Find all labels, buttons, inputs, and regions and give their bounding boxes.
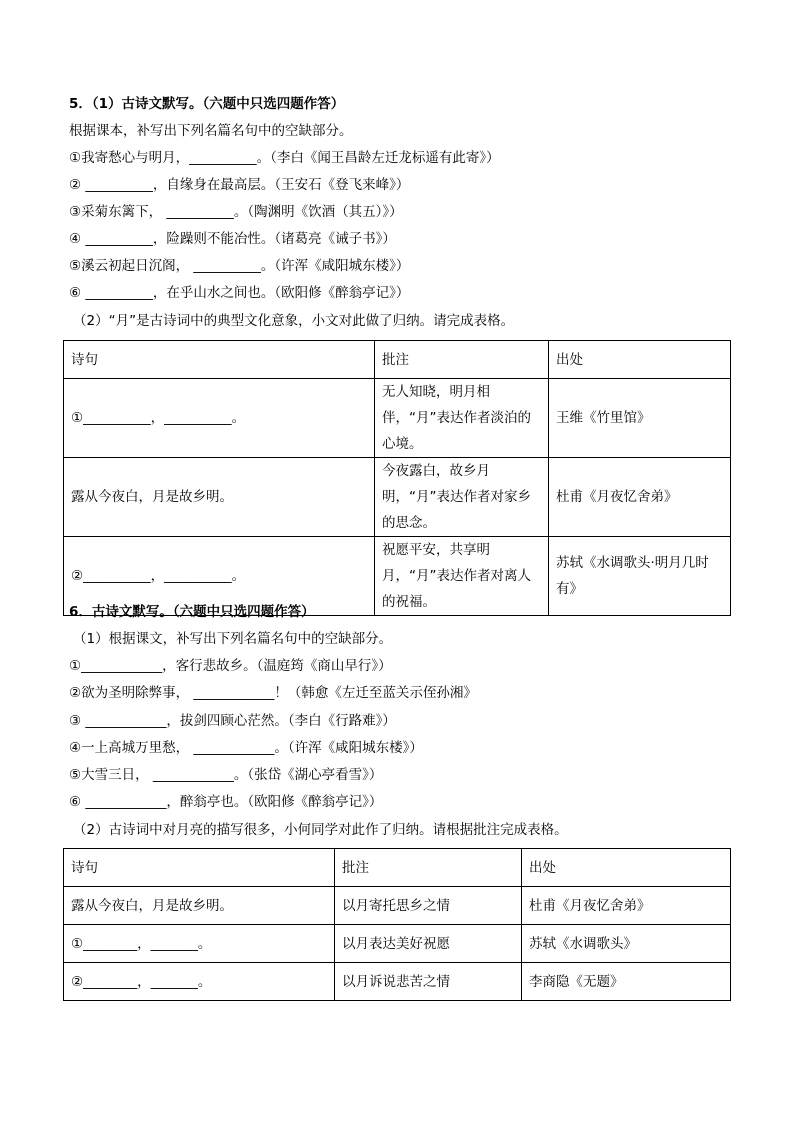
source-cell: 王维《竹里馆》 <box>549 379 731 458</box>
q6-line-2: ②欲为圣明除弊事， ____________！（韩愈《左迁至蓝关示侄孙湘》 <box>69 685 477 701</box>
poem-cell: 露从今夜白，月是故乡明。 <box>64 887 335 925</box>
q5-line-6: ⑥ __________，在乎山水之间也。（欧阳修《醉翁亭记》） <box>69 285 410 301</box>
poem-cell: ②__________，__________。 <box>64 537 375 616</box>
q6-line-1: ①____________，客行悲故乡。（温庭筠《商山早行》） <box>69 658 392 674</box>
q6-line-6: ⑥ ____________，醉翁亭也。（欧阳修《醉翁亭记》） <box>69 794 383 810</box>
header-note: 批注 <box>375 341 549 379</box>
q5-line-1: ①我寄愁心与明月，__________。（李白《闻王昌龄左迁龙标遥有此寄》） <box>69 150 500 166</box>
table-row <box>64 379 731 458</box>
q5-line-2: ② __________，自缘身在最高层。（王安石《登飞来峰》） <box>69 177 410 193</box>
poem-cell: ②________，_______。 <box>64 963 335 1001</box>
header-poem: 诗句 <box>64 849 335 887</box>
table-row <box>64 458 731 537</box>
q6-line-3: ③ ____________，拔剑四顾心茫然。（李白《行路难》） <box>69 713 396 729</box>
source-cell: 李商隐《无题》 <box>522 963 731 1001</box>
note-cell: 祝愿平安，共享明月，“月”表达作者对离人的祝福。 <box>375 537 549 616</box>
q5-intro: 根据课本，补写出下列名篇名句中的空缺部分。 <box>69 123 353 139</box>
q5-table <box>63 340 731 616</box>
source-cell: 苏轼《水调歌头》 <box>522 925 731 963</box>
q5-part2: （2）“月”是古诗词中的典型文化意象，小文对此做了归纳。请完成表格。 <box>73 313 515 329</box>
q6-line-5: ⑤大雪三日， ____________。（张岱《湖心亭看雪》） <box>69 767 383 783</box>
table-header-row <box>64 849 731 887</box>
note-cell: 以月表达美好祝愿 <box>335 925 522 963</box>
header-source: 出处 <box>522 849 731 887</box>
header-poem: 诗句 <box>64 341 375 379</box>
q5-heading: 5．（1）古诗文默写。（六题中只选四题作答） <box>69 96 345 112</box>
table-row <box>64 925 731 963</box>
table-row <box>64 963 731 1001</box>
q5-line-4: ④ __________，险躁则不能冶性。（诸葛亮《诫子书》） <box>69 231 396 247</box>
q6-heading: 6．古诗文默写。（六题中只选四题作答） <box>69 604 315 620</box>
note-cell: 无人知晓，明月相伴，“月”表达作者淡泊的心境。 <box>375 379 549 458</box>
note-cell: 以月诉说悲苦之情 <box>335 963 522 1001</box>
note-cell: 以月寄托思乡之情 <box>335 887 522 925</box>
q5-line-5: ⑤溪云初起日沉阁， __________。（许浑《咸阳城东楼》） <box>69 258 410 274</box>
q6-line-4: ④一上高城万里愁， ____________。（许浑《咸阳城东楼》） <box>69 740 423 756</box>
poem-cell: ①__________，__________。 <box>64 379 375 458</box>
q6-intro: （1）根据课文，补写出下列名篇名句中的空缺部分。 <box>73 631 393 647</box>
table-row <box>64 887 731 925</box>
poem-cell: 露从今夜白，月是故乡明。 <box>64 458 375 537</box>
poem-cell: ①________，_______。 <box>64 925 335 963</box>
table-header-row <box>64 341 731 379</box>
q6-table <box>63 848 731 1001</box>
header-note: 批注 <box>335 849 522 887</box>
q5-line-3: ③采菊东篱下， __________。（陶渊明《饮酒（其五）》） <box>69 204 403 220</box>
source-cell: 杜甫《月夜忆舍弟》 <box>549 458 731 537</box>
note-cell: 今夜露白，故乡月明，“月”表达作者对家乡的思念。 <box>375 458 549 537</box>
source-cell: 杜甫《月夜忆舍弟》 <box>522 887 731 925</box>
source-cell: 苏轼《水调歌头·明月几时有》 <box>549 537 731 616</box>
q6-part2: （2）古诗词中对月亮的描写很多，小何同学对此作了归纳。请根据批注完成表格。 <box>73 822 568 838</box>
header-source: 出处 <box>549 341 731 379</box>
